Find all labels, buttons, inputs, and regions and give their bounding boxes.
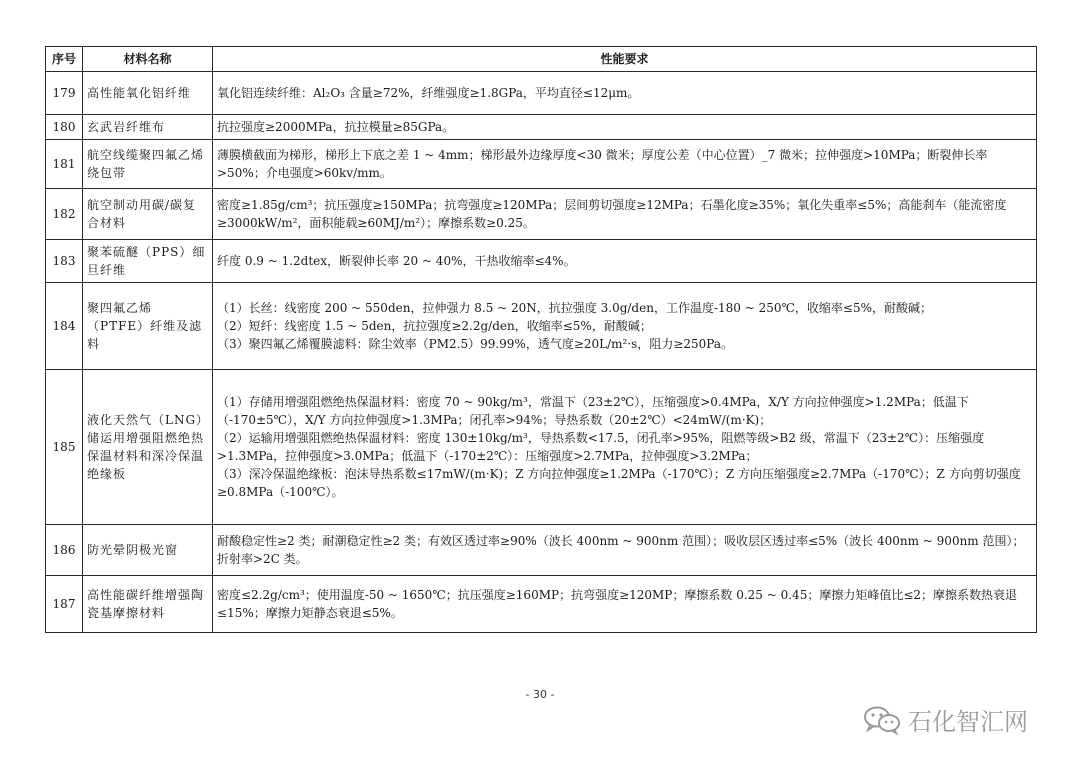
- requirement-line: （3）深冷保温绝缘板：泡沫导热系数≤17mW/(m·K)；Z 方向拉伸强度≥1.2MPa（-170℃）；Z 方向压缩强度≥2.7MPa（-170℃）；Z 方向剪切强度≥0.8MPa（-100℃）。: [217, 467, 1021, 499]
- requirement-line: 密度≥1.85g/cm³；抗压强度≥150MPa；抗弯强度≥120MPa；层间剪切强度≥12MPa；石墨化度≥35%；氧化失重率≤5%；高能刹车（能流密度≥3000kW/m²，面积能载≥60MJ/m²）；摩擦系数≥0.25。: [217, 198, 1007, 230]
- requirement-line: （3）聚四氟乙烯覆膜滤料：除尘效率（PM2.5）99.99%，透气度≥20L/m²·s，阻力≥250Pa。: [217, 337, 733, 351]
- requirement-line: 氧化铝连续纤维：Al₂O₃ 含量≥72%，纤维强度≥1.8GPa，平均直径≤12μm。: [217, 86, 640, 100]
- table-row: [46, 189, 1037, 240]
- requirement-text: [213, 576, 1037, 633]
- row-number: 180: [46, 115, 83, 140]
- row-number: 179: [46, 72, 83, 115]
- requirement-line: 耐酸稳定性≥2 类；耐潮稳定性≥2 类；有效区透过率≥90%（波长 400nm ~ 900nm 范围）；吸收层区透过率≤5%（波长 400nm ~ 900nm 范围）；折射率>2C 类。: [217, 534, 1025, 566]
- table-row: [46, 140, 1037, 189]
- material-name: 高性能氧化铝纤维: [83, 72, 213, 115]
- row-number: 184: [46, 283, 83, 370]
- table-row: [46, 283, 1037, 370]
- requirement-line: 密度≤2.2g/cm³；使用温度-50 ~ 1650℃；抗压强度≥160MP；抗弯强度≥120MP；摩擦系数 0.25 ~ 0.45；摩擦力矩峰值比≤2；摩擦系数热衰退≤15%；摩擦力矩静态衰退≤5%。: [217, 588, 1018, 620]
- material-name: 防光晕阴极光窗: [83, 525, 213, 576]
- spec-table: [45, 46, 1037, 633]
- requirement-text: [213, 115, 1037, 140]
- material-name: 航空制动用碳/碳复合材料: [83, 189, 213, 240]
- table-row: [46, 240, 1037, 283]
- requirement-text: [213, 370, 1037, 525]
- requirement-text: [213, 189, 1037, 240]
- row-number: 182: [46, 189, 83, 240]
- page-number: - 30 -: [525, 688, 555, 701]
- requirement-line: （1）存储用增强阻燃绝热保温材料：密度 70 ~ 90kg/m³，常温下（23±2℃），压缩强度>0.4MPa，X/Y 方向拉伸强度>1.2MPa；低温下（-170±5℃），X/Y 方向拉伸强度>1.3MPa；闭孔率>94%；导热系数（20±2℃）<24mW/(m·K)；: [217, 395, 969, 427]
- row-number: 186: [46, 525, 83, 576]
- requirement-line: 薄膜横截面为梯形，梯形上下底之差 1 ~ 4mm；梯形最外边缘厚度<30 微米；厚度公差（中心位置）_7 微米；拉伸强度>10MPa；断裂伸长率>50%；介电强度>60kv/mm。: [217, 148, 988, 180]
- requirement-text: [213, 240, 1037, 283]
- watermark: [862, 702, 1028, 737]
- material-name: 液化天然气（LNG）储运用增强阻燃绝热保温材料和深冷保温绝缘板: [83, 370, 213, 525]
- table-row: [46, 576, 1037, 633]
- material-name: 玄武岩纤维布: [83, 115, 213, 140]
- material-name: 航空线缆聚四氟乙烯绕包带: [83, 140, 213, 189]
- table-row: [46, 115, 1037, 140]
- requirement-text: [213, 283, 1037, 370]
- material-name: 聚苯硫醚（PPS）细旦纤维: [83, 240, 213, 283]
- row-number: 187: [46, 576, 83, 633]
- requirement-text: [213, 72, 1037, 115]
- table-header-row: [46, 47, 1037, 72]
- table-row: [46, 525, 1037, 576]
- requirement-text: [213, 525, 1037, 576]
- requirement-line: 纤度 0.9 ~ 1.2dtex，断裂伸长率 20 ~ 40%，干热收缩率≤4%。: [217, 254, 576, 268]
- requirement-line: 抗拉强度≥2000MPa，抗拉模量≥85GPa。: [217, 120, 455, 134]
- header-performance: 性能要求: [213, 47, 1037, 72]
- requirement-line: （2）运输用增强阻燃绝热保温材料：密度 130±10kg/m³，导热系数<17.5，闭孔率>95%，阻燃等级>B2 级，常温下（23±2℃）：压缩强度>1.3MPa，拉伸强度>3.0MPa；低温下（-170±2℃）：压缩强度>2.7MPa，拉伸强度>3.2MPa；: [217, 431, 985, 463]
- requirement-line: （2）短纤：线密度 1.5 ~ 5den，抗拉强度≥2.2g/den，收缩率≤5%，耐酸碱；: [217, 319, 652, 333]
- requirement-line: （1）长丝：线密度 200 ~ 550den，拉伸强力 8.5 ~ 20N，抗拉强度 3.0g/den，工作温度-180 ~ 250℃，收缩率≤5%，耐酸碱；: [217, 301, 933, 315]
- row-number: 183: [46, 240, 83, 283]
- table-row: [46, 370, 1037, 525]
- header-no: 序号: [46, 47, 83, 72]
- material-name: 聚四氟乙烯（PTFE）纤维及滤料: [83, 283, 213, 370]
- row-number: 185: [46, 370, 83, 525]
- table-row: [46, 72, 1037, 115]
- requirement-text: [213, 140, 1037, 189]
- row-number: 181: [46, 140, 83, 189]
- watermark-text: 石化智汇网: [908, 708, 1028, 736]
- header-material-name: 材料名称: [83, 47, 213, 72]
- wechat-icon: [862, 705, 902, 735]
- material-name: 高性能碳纤维增强陶瓷基摩擦材料: [83, 576, 213, 633]
